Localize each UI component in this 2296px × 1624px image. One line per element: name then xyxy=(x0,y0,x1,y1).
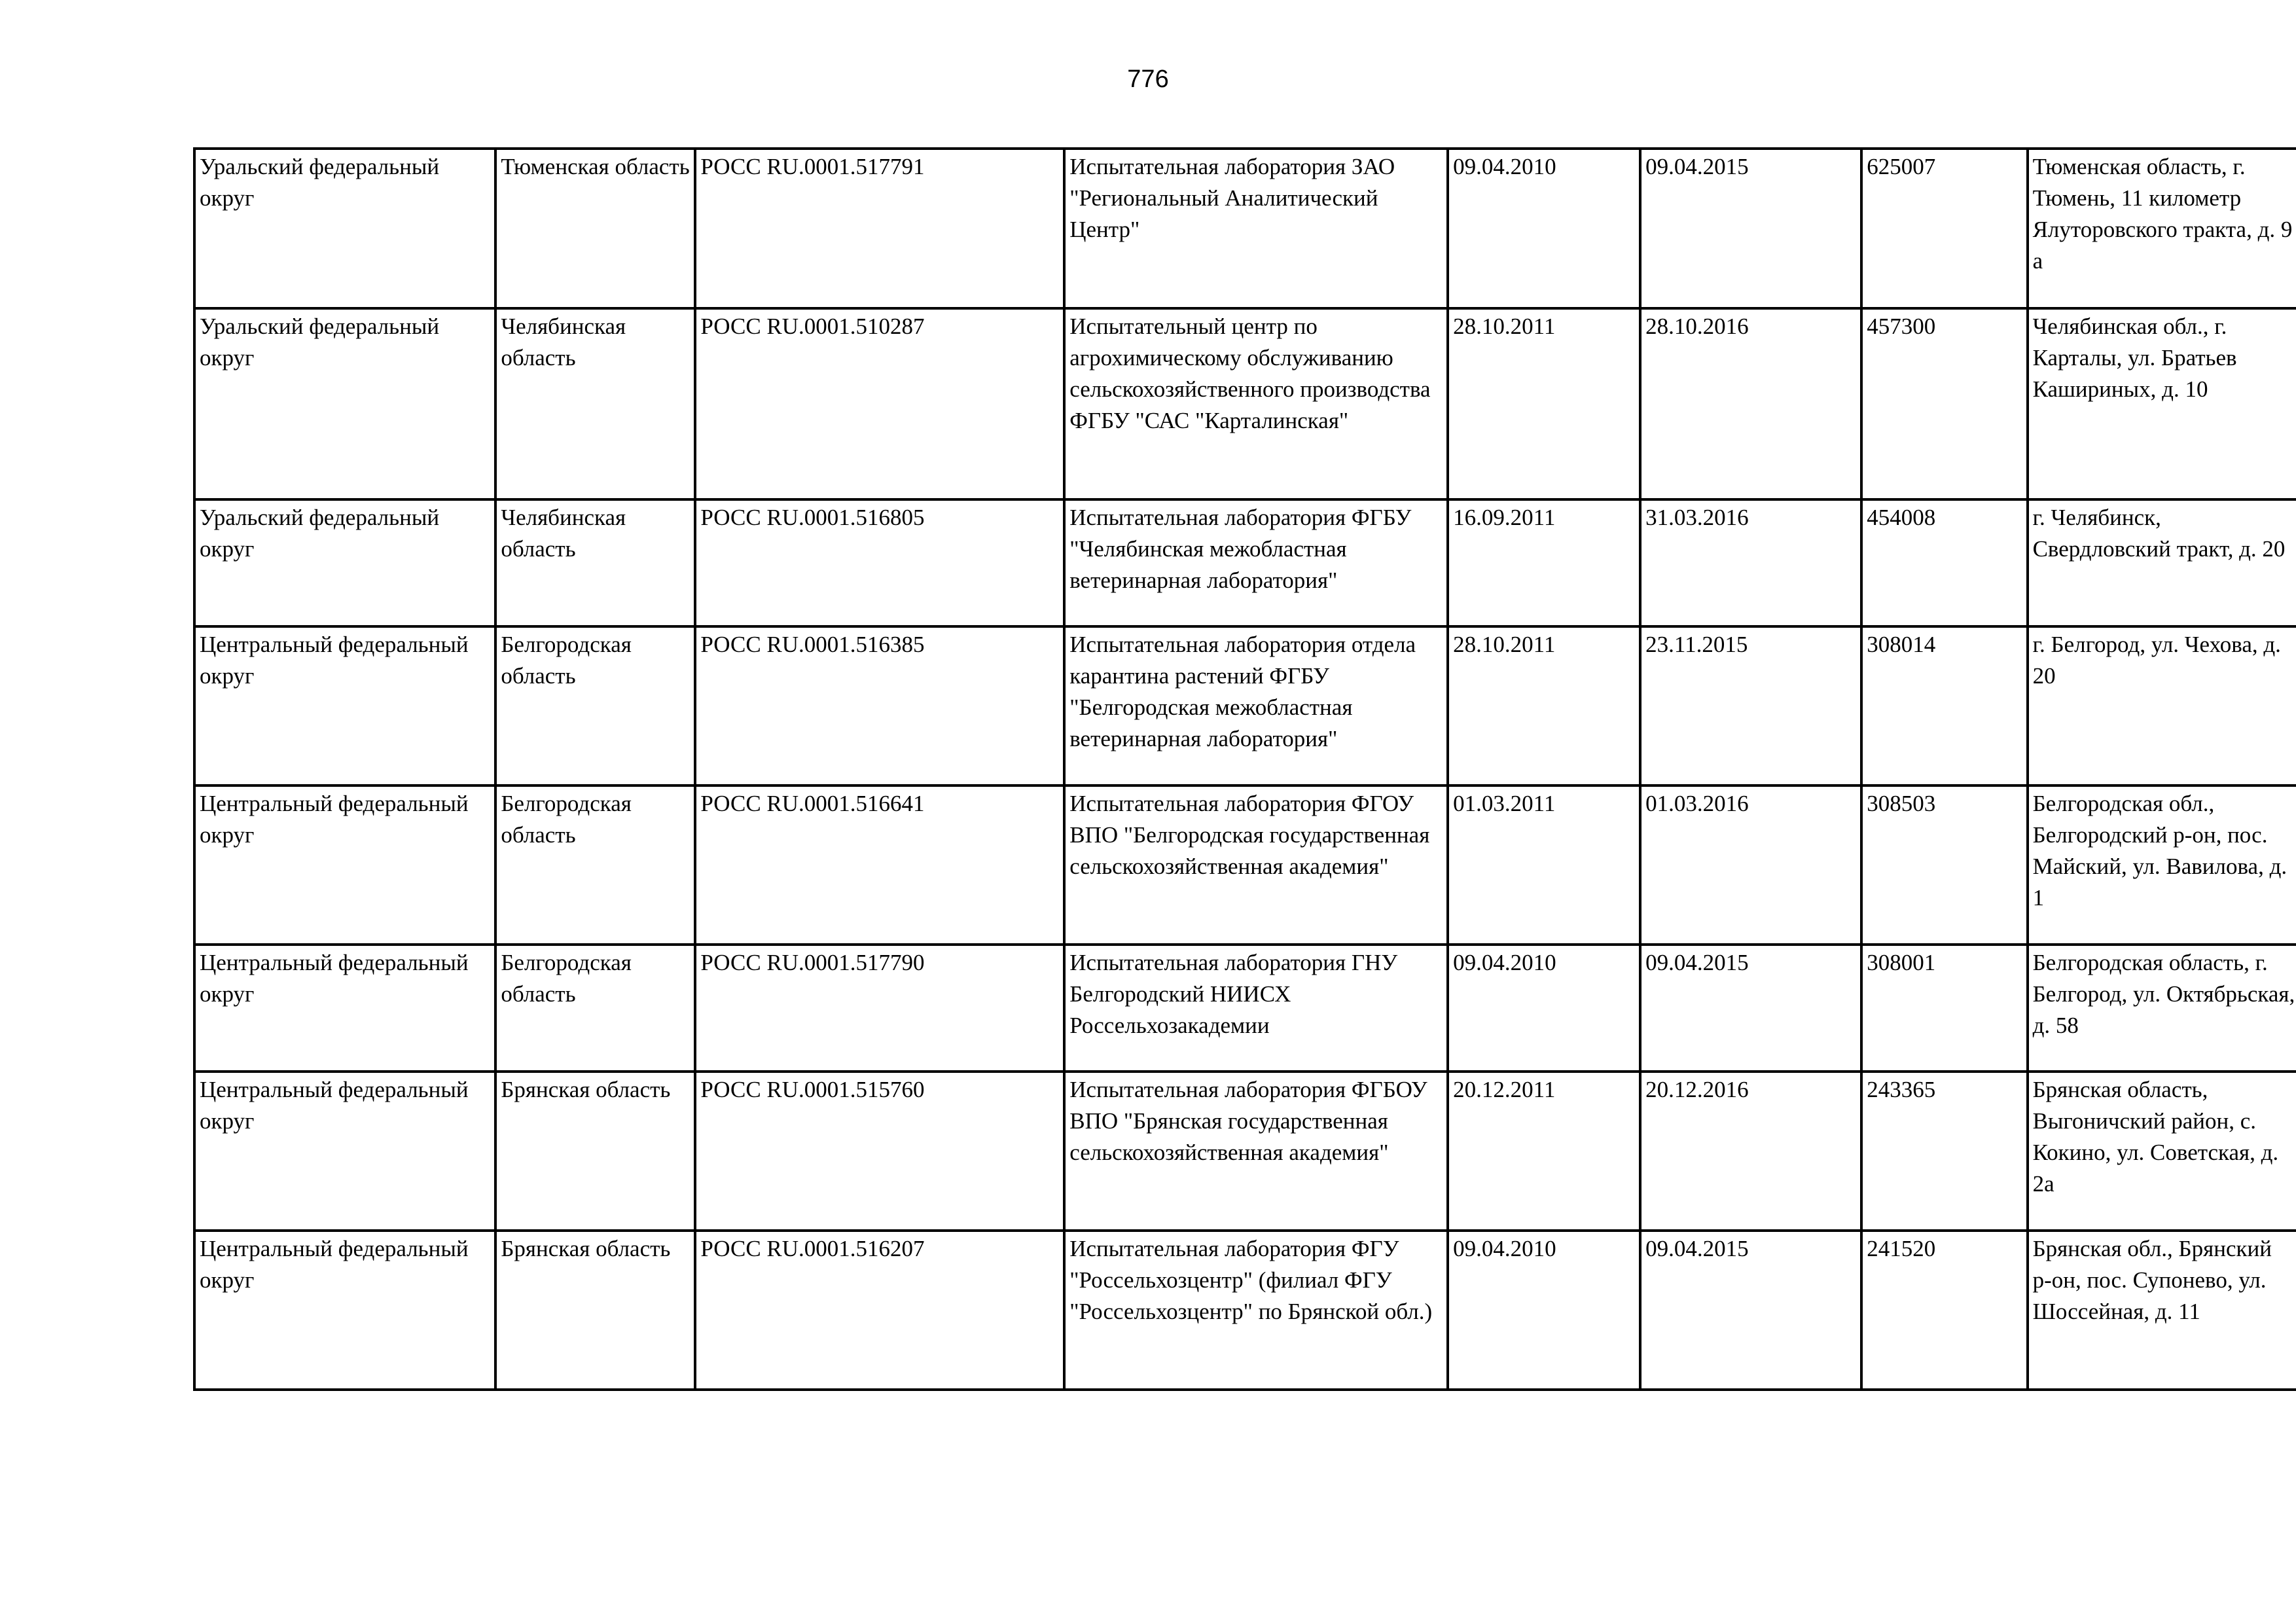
certificate-number-cell: РОСС RU.0001.515760 xyxy=(695,1072,1064,1231)
address-cell: г. Белгород, ул. Чехова, д. 20 xyxy=(2028,626,2296,785)
certificate-number-cell: РОСС RU.0001.516641 xyxy=(695,785,1064,945)
district-cell: Центральный федеральный округ xyxy=(194,626,495,785)
table-row xyxy=(194,945,2296,1072)
expiry-date-cell: 01.03.2016 xyxy=(1640,785,1861,945)
region-cell: Белгородская область xyxy=(495,626,695,785)
issue-date-cell: 09.04.2010 xyxy=(1448,1231,1640,1390)
region-cell: Белгородская область xyxy=(495,785,695,945)
issue-date-cell: 16.09.2011 xyxy=(1448,499,1640,626)
region-cell: Белгородская область xyxy=(495,945,695,1072)
region-cell: Тюменская область xyxy=(495,149,695,308)
address-cell: Челябинская обл., г. Карталы, ул. Братьев Кашириных, д. 10 xyxy=(2028,308,2296,499)
expiry-date-cell: 28.10.2016 xyxy=(1640,308,1861,499)
postcode-cell: 625007 xyxy=(1861,149,2027,308)
expiry-date-cell: 09.04.2015 xyxy=(1640,149,1861,308)
address-cell: г. Челябинск, Свердловский тракт, д. 20 xyxy=(2028,499,2296,626)
issue-date-cell: 09.04.2010 xyxy=(1448,945,1640,1072)
region-cell: Челябинская область xyxy=(495,499,695,626)
postcode-cell: 308001 xyxy=(1861,945,2027,1072)
postcode-cell: 241520 xyxy=(1861,1231,2027,1390)
postcode-cell: 308014 xyxy=(1861,626,2027,785)
region-cell: Брянская область xyxy=(495,1072,695,1231)
district-cell: Центральный федеральный округ xyxy=(194,945,495,1072)
organization-cell: Испытательный центр по агрохимическому обслуживанию сельскохозяйственного производства ФГБУ "САС "Карталинская" xyxy=(1064,308,1448,499)
organization-cell: Испытательная лаборатория ФГОУ ВПО "Белгородская государственная сельскохозяйственная академия" xyxy=(1064,785,1448,945)
issue-date-cell: 28.10.2011 xyxy=(1448,626,1640,785)
certificate-number-cell: РОСС RU.0001.517791 xyxy=(695,149,1064,308)
organization-cell: Испытательная лаборатория ГНУ Белгородский НИИСХ Россельхозакадемии xyxy=(1064,945,1448,1072)
issue-date-cell: 28.10.2011 xyxy=(1448,308,1640,499)
registry-table xyxy=(193,147,2296,1391)
certificate-number-cell: РОСС RU.0001.516805 xyxy=(695,499,1064,626)
region-cell: Брянская область xyxy=(495,1231,695,1390)
expiry-date-cell: 09.04.2015 xyxy=(1640,1231,1861,1390)
issue-date-cell: 01.03.2011 xyxy=(1448,785,1640,945)
expiry-date-cell: 31.03.2016 xyxy=(1640,499,1861,626)
table-row xyxy=(194,149,2296,308)
certificate-number-cell: РОСС RU.0001.517790 xyxy=(695,945,1064,1072)
table-row xyxy=(194,308,2296,499)
table-row xyxy=(194,626,2296,785)
postcode-cell: 454008 xyxy=(1861,499,2027,626)
certificate-number-cell: РОСС RU.0001.516207 xyxy=(695,1231,1064,1390)
certificate-number-cell: РОСС RU.0001.516385 xyxy=(695,626,1064,785)
district-cell: Уральский федеральный округ xyxy=(194,499,495,626)
certificate-number-cell: РОСС RU.0001.510287 xyxy=(695,308,1064,499)
organization-cell: Испытательная лаборатория ФГБОУ ВПО "Брянская государственная сельскохозяйственная академия" xyxy=(1064,1072,1448,1231)
expiry-date-cell: 09.04.2015 xyxy=(1640,945,1861,1072)
district-cell: Центральный федеральный округ xyxy=(194,785,495,945)
district-cell: Уральский федеральный округ xyxy=(194,149,495,308)
address-cell: Белгородская обл., Белгородский р-он, пос. Майский, ул. Вавилова, д. 1 xyxy=(2028,785,2296,945)
district-cell: Уральский федеральный округ xyxy=(194,308,495,499)
table-row xyxy=(194,1231,2296,1390)
district-cell: Центральный федеральный округ xyxy=(194,1231,495,1390)
postcode-cell: 457300 xyxy=(1861,308,2027,499)
organization-cell: Испытательная лаборатория ФГУ "Россельхозцентр" (филиал ФГУ "Россельхозцентр" по Брянской обл.) xyxy=(1064,1231,1448,1390)
address-cell: Белгородская область, г. Белгород, ул. Октябрьская, д. 58 xyxy=(2028,945,2296,1072)
address-cell: Брянская обл., Брянский р-он, пос. Супонево, ул. Шоссейная, д. 11 xyxy=(2028,1231,2296,1390)
issue-date-cell: 09.04.2010 xyxy=(1448,149,1640,308)
organization-cell: Испытательная лаборатория ФГБУ "Челябинская межобластная ветеринарная лаборатория" xyxy=(1064,499,1448,626)
region-cell: Челябинская область xyxy=(495,308,695,499)
table-row xyxy=(194,499,2296,626)
address-cell: Брянская область, Выгоничский район, с. Кокино, ул. Советская, д. 2а xyxy=(2028,1072,2296,1231)
organization-cell: Испытательная лаборатория ЗАО "Региональный Аналитический Центр" xyxy=(1064,149,1448,308)
issue-date-cell: 20.12.2011 xyxy=(1448,1072,1640,1231)
district-cell: Центральный федеральный округ xyxy=(194,1072,495,1231)
table-row xyxy=(194,785,2296,945)
organization-cell: Испытательная лаборатория отдела карантина растений ФГБУ "Белгородская межобластная ветеринарная лаборатория" xyxy=(1064,626,1448,785)
expiry-date-cell: 23.11.2015 xyxy=(1640,626,1861,785)
table-row xyxy=(194,1072,2296,1231)
postcode-cell: 308503 xyxy=(1861,785,2027,945)
address-cell: Тюменская область, г. Тюмень, 11 километр Ялуторовского тракта, д. 9 а xyxy=(2028,149,2296,308)
page-number: 776 xyxy=(1127,65,1169,93)
postcode-cell: 243365 xyxy=(1861,1072,2027,1231)
expiry-date-cell: 20.12.2016 xyxy=(1640,1072,1861,1231)
